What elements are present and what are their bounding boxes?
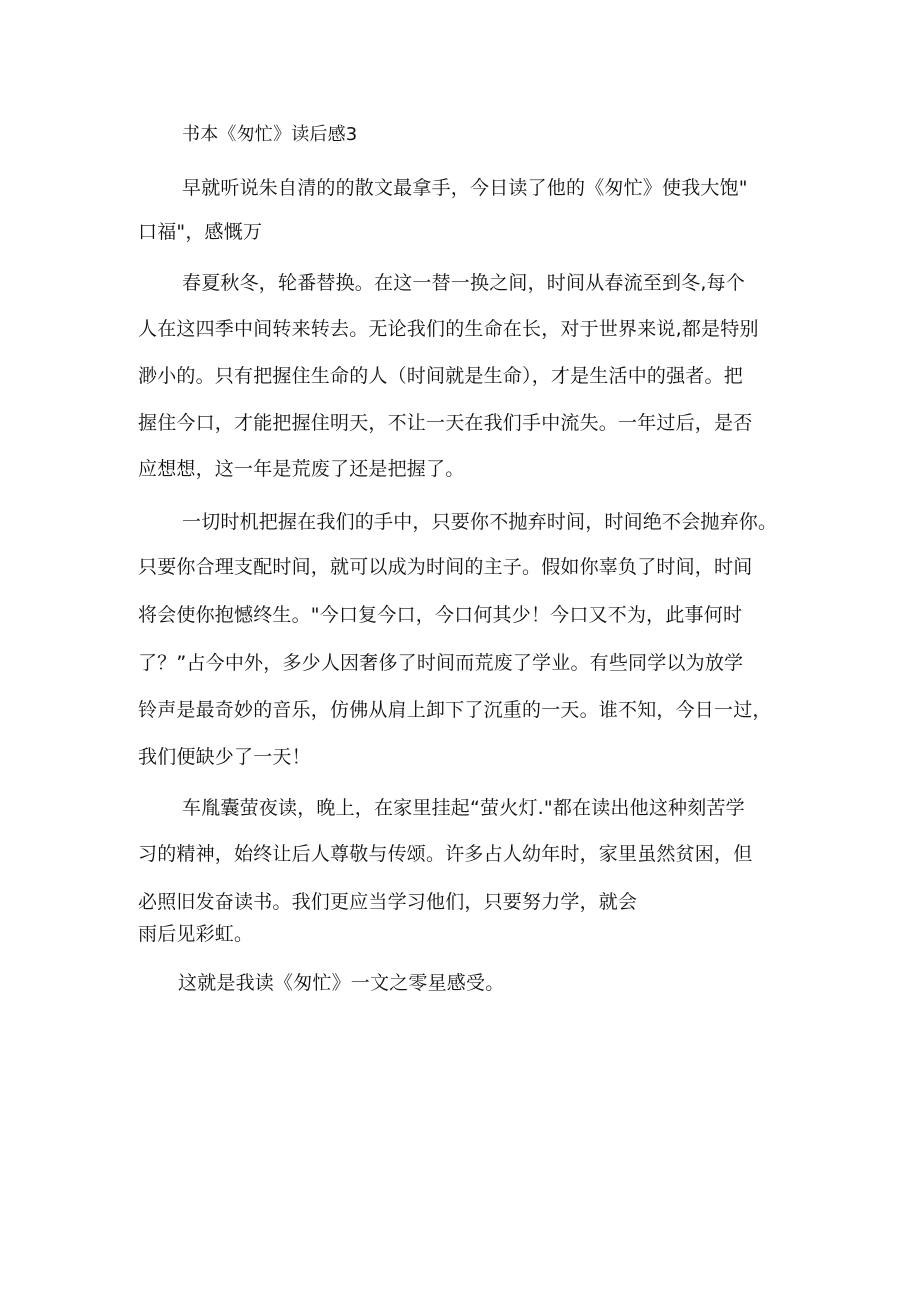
paragraph-line: 只要你合理支配时间，就可以成为时间的主子。假如你辜负了时间，时间 bbox=[138, 556, 753, 578]
paragraph-line: 渺小的。只有把握住生命的人（时间就是生命），才是生活中的强者。把 bbox=[138, 365, 743, 387]
document-title: 书本《匆忙》读后感3 bbox=[182, 124, 358, 145]
paragraph-line: 必照旧发奋读书。我们更应当学习他们，只要努力学，就会 bbox=[138, 891, 638, 913]
paragraph-line: 应想想，这一年是荒废了还是把握了。 bbox=[138, 458, 465, 480]
paragraph-line: 早就听说朱自清的的散文最拿手，今日读了他的《匆忙》使我大饱" bbox=[182, 177, 748, 199]
paragraph-line: 春夏秋冬，轮番替换。在这一替一换之间，时间从春流至到冬,每个 bbox=[182, 272, 746, 294]
paragraph-line: 铃声是最奇妙的音乐，仿佛从肩上卸下了沉重的一天。谁不知，今日一过， bbox=[138, 699, 772, 721]
paragraph-line: 习的精神，始终让后人尊敬与传颂。许多占人幼年时，家里虽然贫困，但 bbox=[138, 843, 753, 865]
paragraph-line: 人在这四季中间转来转去。无论我们的生命在长，对于世界来说,都是特别 bbox=[138, 318, 759, 340]
paragraph-line: 这就是我读《匆忙》一文之零星感受。 bbox=[178, 972, 505, 994]
paragraph-line: 雨后见彩虹。 bbox=[138, 923, 254, 945]
paragraph-line: 握住今口，才能把握住明天，不让一天在我们手中流失。一年过后，是否 bbox=[138, 412, 753, 434]
paragraph-line: 将会使你抱憾终生。"今口复今口，今口何其少！今口又不为，此事何时 bbox=[138, 604, 743, 626]
paragraph-line: 了？”占今中外，多少人因奢侈了时间而荒废了学业。有些同学以为放学 bbox=[138, 652, 744, 674]
paragraph-line: 我们便缺少了一天！ bbox=[138, 746, 311, 768]
paragraph-line: 车胤囊萤夜读，晚上，在家里挂起“萤火灯."都在读出他这种刻苦学 bbox=[182, 797, 745, 819]
paragraph-line: 口福"，感慨万 bbox=[138, 221, 263, 243]
paragraph-line: 一切时机把握在我们的手中，只要你不抛弃时间，时间绝不会抛弃你。 bbox=[182, 511, 778, 533]
